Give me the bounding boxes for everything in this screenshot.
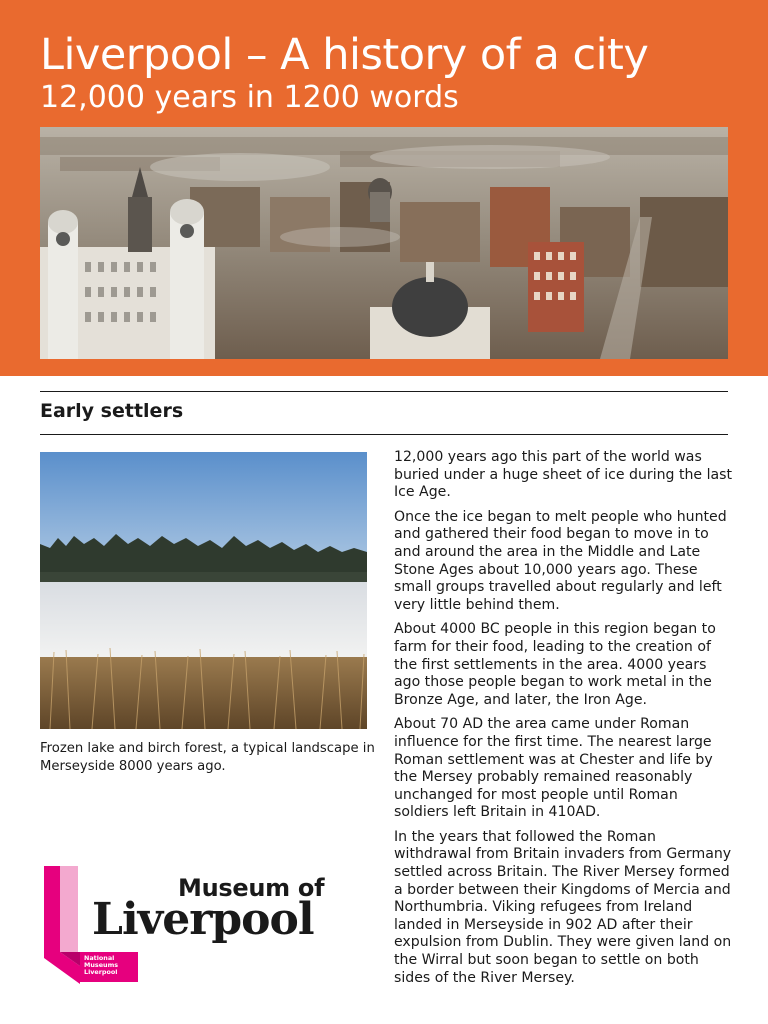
header-band [0, 0, 768, 376]
paragraph: About 70 AD the area came under Roman influence for the first time. The nearest large Roman settlement was at Chester and life by the Mersey probably remained reasonably unchanged for most people until Roman soldiers left Britain in 410AD. [394, 716, 713, 821]
section-heading: Early settlers [40, 400, 184, 422]
frozen-lake-photo [40, 452, 367, 729]
paragraph: Once the ice began to melt people who hunted and gathered their food began to move in to and around the area in the Middle and Late Stone Ages about 10,000 years ago. These small groups travelled about regularly and left very little behind them. [394, 508, 727, 613]
paragraph: In the years that followed the Roman withdrawal from Britain invaders from Germany settled across Britain. The River Mersey formed a border between their Kingdoms of Mercia and Northumbria. Viking refugees from Ireland landed in Merseyside in 902 AD after their expulsion from Dublin. They were given land on the Wirral but soon began to settle on both sides of the River Mersey. [394, 828, 732, 986]
national-museums-badge [80, 952, 138, 982]
photo-caption: Frozen lake and birch forest, a typical landscape in Merseyside 8000 years ago. [40, 741, 375, 774]
page-title: Liverpool – A history of a city [40, 30, 649, 80]
logo-liverpool: Liverpool [92, 894, 314, 945]
body-text [394, 449, 734, 994]
hero-cityscape-image [40, 127, 728, 359]
section-bottom-rule [40, 434, 728, 435]
paragraph: 12,000 years ago this part of the world was buried under a huge sheet of ice during the last Ice Age. [394, 449, 733, 501]
page-subtitle: 12,000 years in 1200 words [40, 80, 459, 115]
section-top-rule [40, 391, 728, 392]
badge-line: National [84, 954, 115, 962]
paragraph: About 4000 BC people in this region began to farm for their food, leading to the creation of the first settlements in the area. 4000 years ago those people began to work metal in the Bronze Age, and later, the Iron Age. [394, 621, 716, 708]
badge-line: Liverpool [84, 968, 118, 976]
badge-line: Museums [84, 961, 119, 969]
museum-of-liverpool-logo [44, 866, 354, 984]
logo-museum-of: Museum of [178, 874, 325, 902]
